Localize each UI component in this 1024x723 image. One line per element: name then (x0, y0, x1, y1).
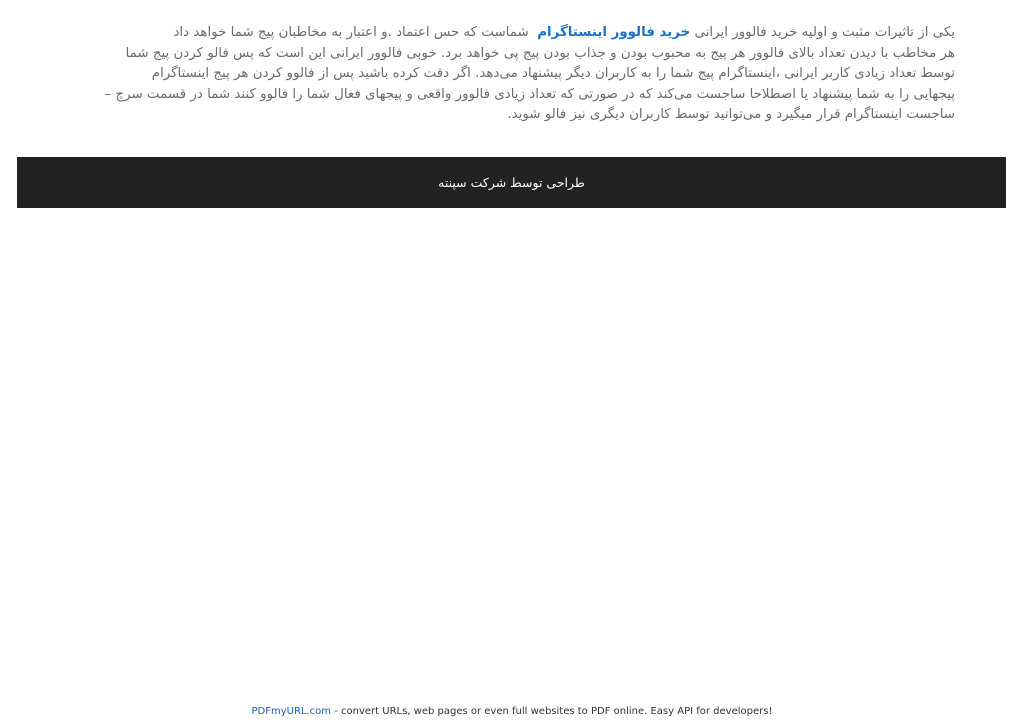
article-line-2: هر مخاطب با دیدن تعداد بالای فالوور هر پیج به محبوب بودن و جذاب بودن پیج پی خواهد برد. خوبی فالوور ایرانی این است که پس فالو کردن پیج شما (125, 45, 955, 61)
pdfmyurl-link[interactable]: PDFmyURL.com (251, 706, 332, 717)
article-line-4: پیجهایی را به شما پیشنهاد یا اصطلاحا ساجست می‌کند که در صورتی که تعداد زیادی فالوور واقعی و پیجهای فعال شما را فالوو کنند شما در قسمت سرچ – (104, 86, 955, 102)
article-paragraph (66, 23, 955, 126)
site-footer (17, 157, 1006, 208)
pdf-banner-text: - convert URLs, web pages or even full websites to PDF online. Easy API for developers! (331, 706, 773, 717)
article-line-1-start: یکی از تاثیرات مثبت و اولیه خرید فالوور ایرانی (694, 25, 955, 40)
buy-instagram-followers-link[interactable]: خرید فالوور اینستاگرام (537, 25, 691, 40)
article-line-1-end: شماست که حس اعتماد .و اعتبار به مخاطبان پیج شما خواهد داد (173, 25, 529, 40)
article-line-3: توسط تعداد زیادی کاربر ایرانی ،اینستاگرام پیج شما را به کاربران دیگر پیشنهاد می‌دهد. اگر دقت کرده باشید پس از فالوو کردن هر پیج اینستاگرام (151, 66, 955, 81)
article-line-5: ساجست اینستاگرام قرار میگیرد و می‌توانید توسط کاربران دیگری نیز فالو شوید. (507, 107, 955, 122)
article-line-1 (66, 23, 955, 44)
pdf-generator-banner (0, 705, 1024, 719)
footer-credit: طراحی توسط شرکت سپنته (438, 175, 585, 190)
